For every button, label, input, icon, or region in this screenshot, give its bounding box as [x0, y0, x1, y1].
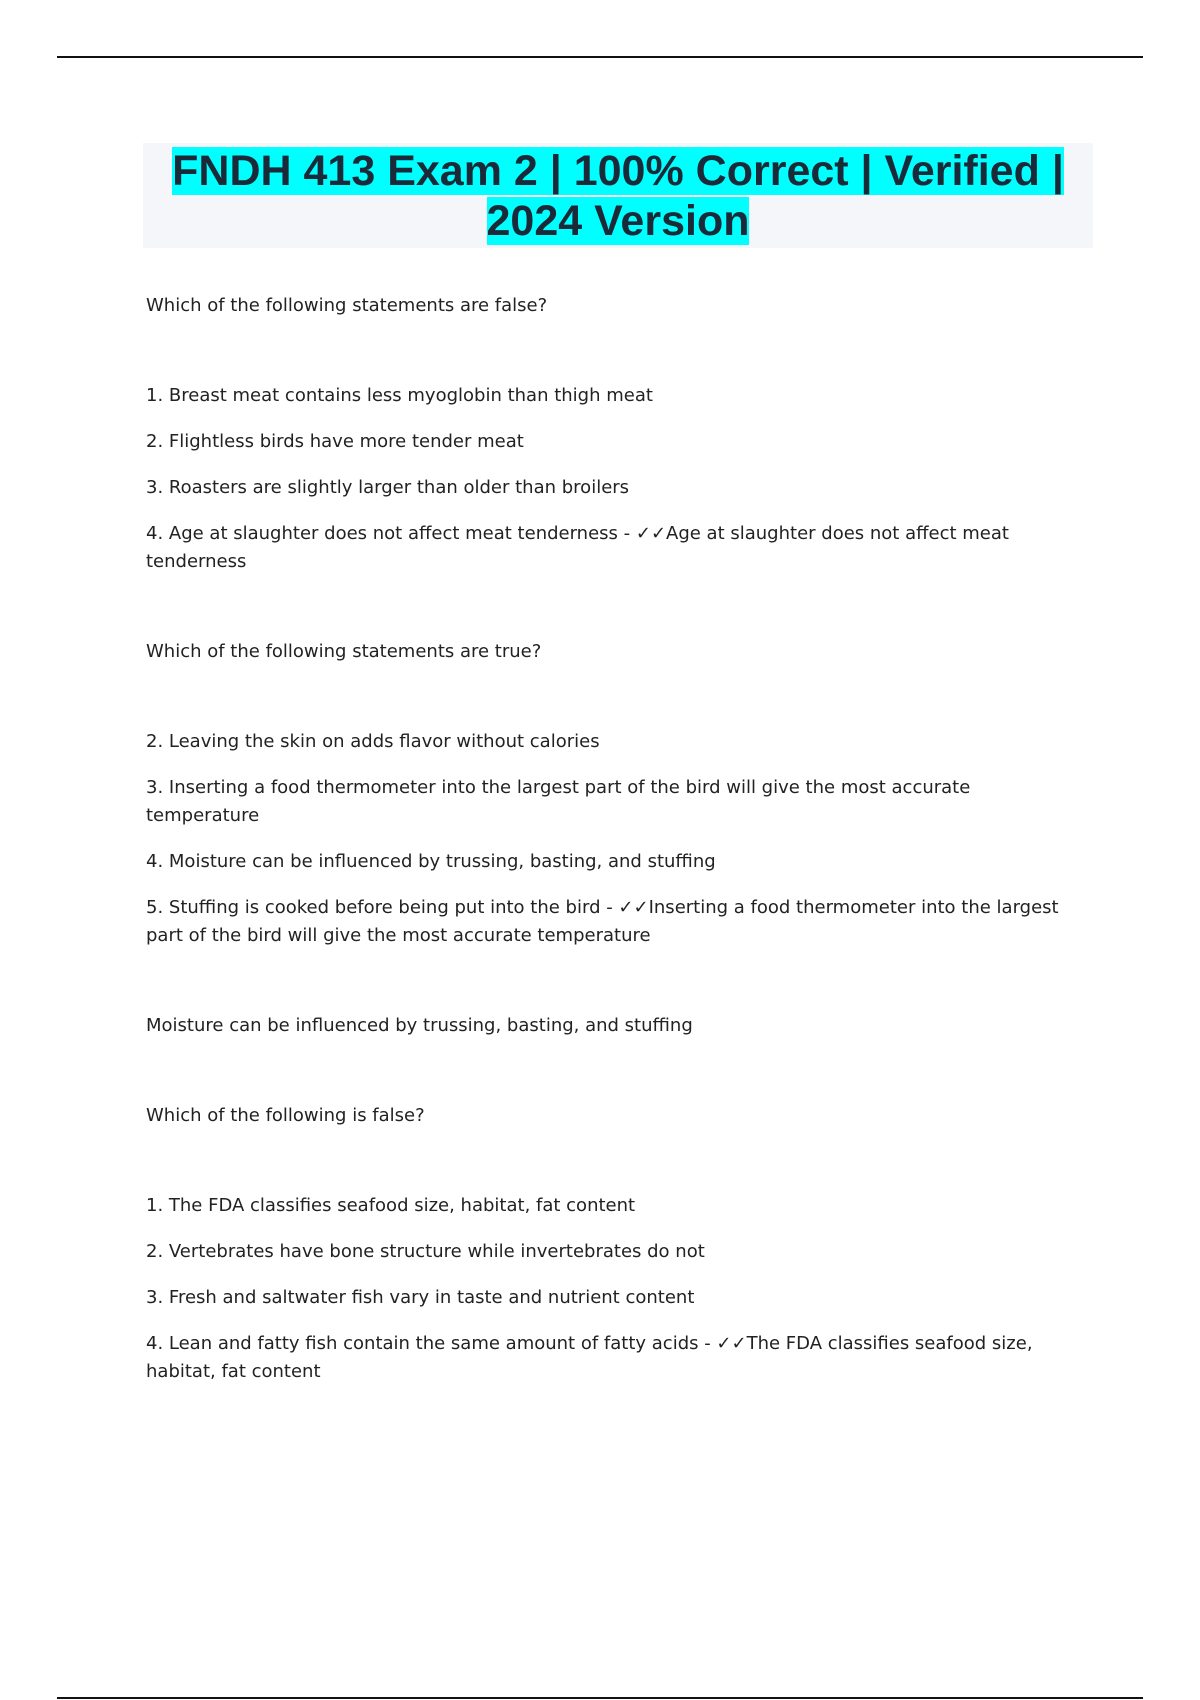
- answer-option: 1. The FDA classifies seafood size, habitat, fat content: [146, 1195, 636, 1216]
- question-text: Which of the following statements are false?: [146, 295, 548, 316]
- answer-option: 2. Vertebrates have bone structure while invertebrates do not: [146, 1241, 705, 1262]
- answer-option: 3. Inserting a food thermometer into the largest part of the bird will give the most accurate temperature: [146, 777, 971, 826]
- question-block-3: [146, 1102, 1086, 1386]
- question-block-2: [146, 638, 1086, 1040]
- answer-option-with-answer: 5. Stuffing is cooked before being put into the bird - ✓✓Inserting a food thermometer into the largest part of the bird will give the most accurate temperature: [146, 897, 1059, 946]
- title-banner: [143, 143, 1093, 248]
- answer-option: 2. Flightless birds have more tender meat: [146, 431, 524, 452]
- answer-option: 4. Moisture can be influenced by trussing, basting, and stuffing: [146, 851, 716, 872]
- answer-option: 3. Roasters are slightly larger than older than broilers: [146, 477, 630, 498]
- answer-option-with-answer: 4. Age at slaughter does not affect meat tenderness - ✓✓Age at slaughter does not affect meat tenderness: [146, 523, 1009, 572]
- top-rule: [57, 56, 1143, 58]
- answer-option: 3. Fresh and saltwater fish vary in taste and nutrient content: [146, 1287, 695, 1308]
- answer-option: 1. Breast meat contains less myoglobin than thigh meat: [146, 385, 653, 406]
- question-text: Which of the following statements are true?: [146, 641, 542, 662]
- answer-option: 2. Leaving the skin on adds flavor without calories: [146, 731, 600, 752]
- bottom-rule: [57, 1697, 1143, 1699]
- question-block-1: [146, 292, 1086, 576]
- answer-note: Moisture can be influenced by trussing, basting, and stuffing: [146, 1015, 693, 1036]
- answer-option-with-answer: 4. Lean and fatty fish contain the same amount of fatty acids - ✓✓The FDA classifies seafood size, habitat, fat content: [146, 1333, 1033, 1382]
- question-text: Which of the following is false?: [146, 1105, 425, 1126]
- document-title: FNDH 413 Exam 2 | 100% Correct | Verified | 2024 Version: [172, 147, 1064, 245]
- document-body: [146, 292, 1086, 1404]
